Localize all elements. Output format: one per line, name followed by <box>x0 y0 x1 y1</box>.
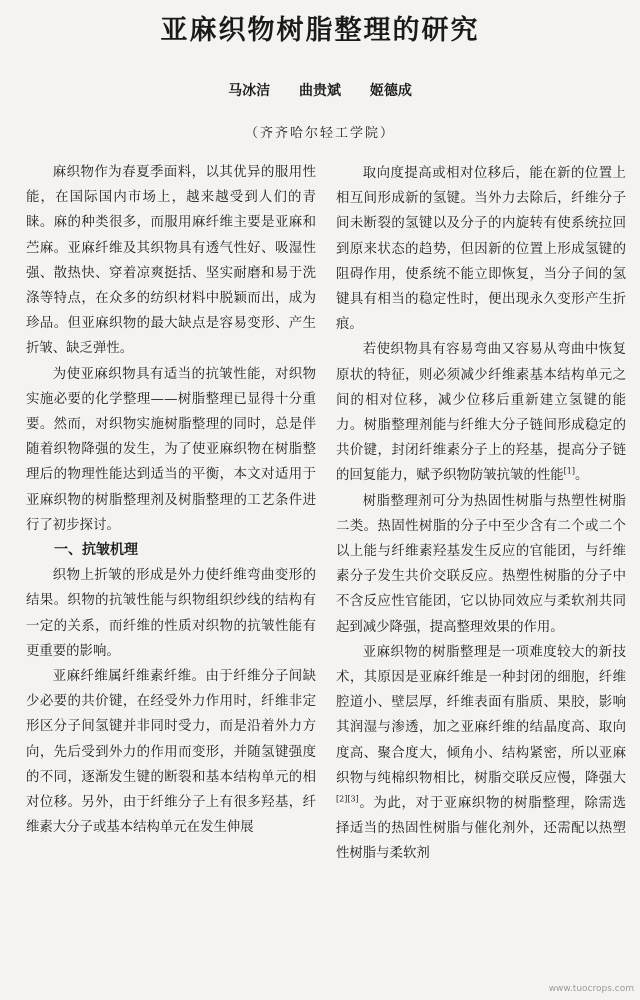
paragraph: 树脂整理剂可分为热固性树脂与热塑性树脂二类。热固性树脂的分子中至少含有二个或二个以上能与纤维素羟基发生反应的官能团，与纤维素分子发生共价交联反应。热塑性树脂的分子中不含反应性官能团，它以协同效应与柔软剂共同起到减少降强，提高整理效果的作用。 <box>336 493 626 635</box>
paragraph <box>336 337 626 488</box>
paragraph-text: 亚麻织物的树脂整理是一项难度较大的新技术，其原因是亚麻纤维是一种封闭的细胞，纤维腔道小、壁层厚，纤维表面有脂质、果胶，影响其润湿与渗透，加之亚麻纤维的结晶度高、取向度高、聚合度大，倾角小、结构紧密，所以亚麻织物与纯棉织物相比，树脂交联反应慢，降强大 <box>336 644 626 786</box>
author-2: 曲贵斌 <box>299 83 341 99</box>
watermark-text: www.tuocrops.com <box>548 984 634 994</box>
section-heading: 一、抗皱机理 <box>54 542 138 559</box>
paragraph: 织物上折皱的形成是外力使纤维弯曲变形的结果。织物的抗皱性能与织物组织纱线的结构有一定的关系，而纤维的性质对织物的抗皱性能有更重要的影响。 <box>26 568 316 659</box>
affiliation: （齐齐哈尔轻工学院） <box>244 126 395 141</box>
paper-title: 亚麻织物树脂整理的研究 <box>160 15 480 46</box>
paragraph: 麻织物作为春夏季面料，以其优异的服用性能，在国际国内市场上，越来越受到人们的青睐。麻的种类很多，而服用麻纤维主要是亚麻和苎麻。亚麻纤维及其织物具有透气性好、吸湿性强、散热快、穿着凉爽挺括、坚实耐磨和易于洗涤等特点，在众多的纺织材料中脱颖而出，成为珍品。但亚麻织物的最大缺点是容易变形、产生折皱、缺乏弹性。 <box>26 165 316 357</box>
paragraph <box>336 640 626 867</box>
author-list <box>0 80 640 100</box>
author-1: 马冰洁 <box>228 83 271 99</box>
paragraph: 亚麻纤维属纤维素纤维。由于纤维分子间缺少必要的共价键，在经受外力作用时，纤维非定形区分子间氢键并非同时受力，而是沿着外力方向，先后受到外力的作用而变形，并随氢键强度的不同，逐渐发生键的断裂和基本结构单元的相对位移。另外，由于纤维分子上有很多羟基，纤维素大分子或基本结构单元在发生伸展 <box>26 669 316 836</box>
left-column <box>26 160 316 840</box>
paragraph-text: 若使织物具有容易弯曲又容易从弯曲中恢复原状的特征，则必须减少纤维素基本结构单元之间的相对位移，减少位移后重新建立氢键的能力。树脂整理剂能与纤维大分子链间形成稳定的共价键，封闭纤维素分子上的羟基，提高分子链的回复能力，赋予织物防皱抗皱的性能 <box>336 342 626 484</box>
right-column <box>336 161 626 867</box>
author-3: 姬德成 <box>369 83 412 99</box>
citation-ref: [1] <box>563 466 575 476</box>
citation-ref: [2][3] <box>336 794 359 804</box>
paragraph-text: 。 <box>574 468 589 484</box>
paragraph: 取向度提高或相对位移后，能在新的位置上相互间形成新的氢键。当外力去除后，纤维分子间未断裂的氢键以及分子的内旋转有使系统拉回到原来状态的趋势，但因新的位置上形成氢键的阻碍作用，使系统不能立即恢复，当分子间的氢键具有相当的稳定性时，便出现永久变形产生折痕。 <box>336 166 626 333</box>
paragraph: 为使亚麻织物具有适当的抗皱性能，对织物实施必要的化学整理——树脂整理已显得十分重要。然而，对织物实施树脂整理的同时，总是伴随着织物降强的发生，为了使亚麻织物在树脂整理后的物理性能达到适当的平衡，本文对适用于亚麻织物的树脂整理剂及树脂整理的工艺条件进行了初步探讨。 <box>26 366 316 533</box>
paragraph-text: 。为此，对于亚麻织物的树脂整理，除需选择适当的热固性树脂与催化剂外，还需配以热塑性树脂与柔软剂 <box>336 796 626 862</box>
